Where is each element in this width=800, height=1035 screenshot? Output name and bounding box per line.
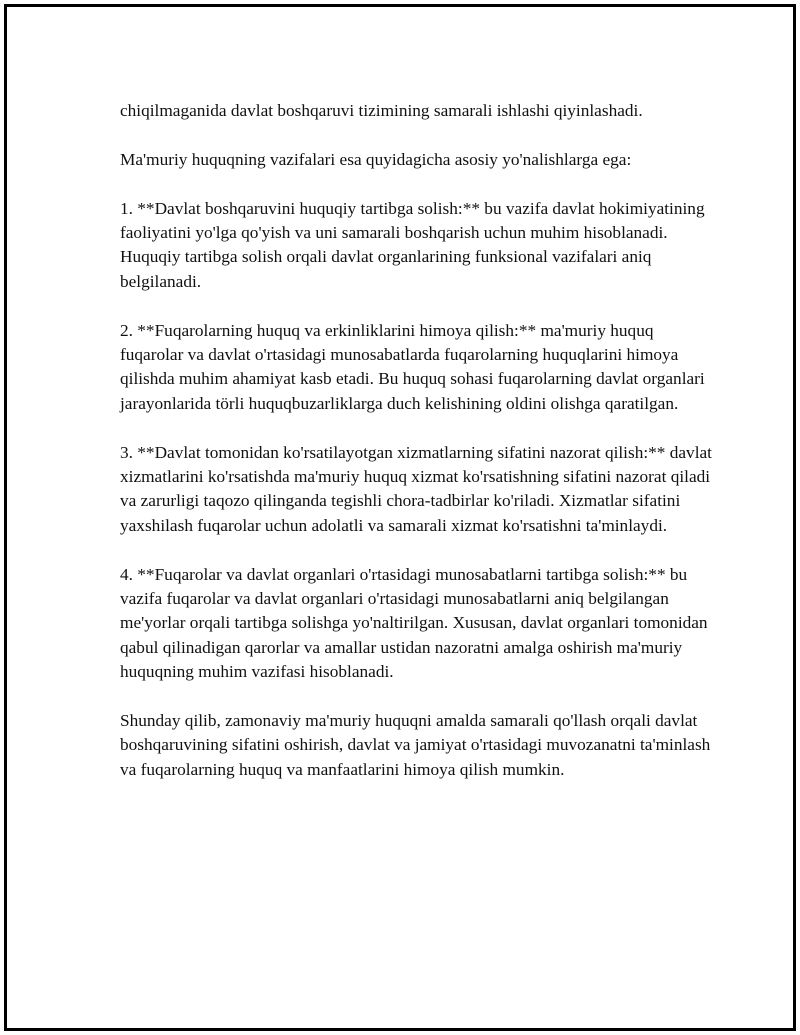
paragraph-item-1: 1. **Davlat boshqaruvini huquqiy tartibga solish:** bu vazifa davlat hokimiyatining faoliyatini yo'lga qo'yish va uni samarali boshqarish uchun muhim hisoblanadi. Huquqiy tartibga solish orqali davlat organlarining funksional vazifalari aniq belgilanadi. [120, 198, 705, 291]
paragraph-item-2: 2. **Fuqarolarning huquq va erkinliklarini himoya qilish:** ma'muriy huquq fuqarolar va davlat o'rtasidagi munosabatlarda fuqarolarning huquqlarini himoya qilishda muhim ahamiyat kasb etadi. Bu huquq sohasi fuqarolarning davlat organlari jarayonlarida törli huquqbuzarliklarga duch kelishining oldini olishga qaratilgan. [120, 320, 705, 413]
document-body [120, 99, 720, 807]
page-frame [4, 4, 796, 1031]
paragraph-tasks-heading: Ma'muriy huquqning vazifalari esa quyidagicha asosiy yo'nalishlarga ega: [120, 149, 632, 169]
paragraph-conclusion: Shunday qilib, zamonaviy ma'muriy huquqni amalda samarali qo'llash orqali davlat boshqaruvining sifatini oshirish, davlat va jamiyat o'rtasidagi muvozanatni ta'minlash va fuqarolarning huquq va manfaatlarini himoya qilish mumkin. [120, 711, 711, 779]
paragraph-intro-continuation: chiqilmaganida davlat boshqaruvi tizimining samarali ishlashi qiyinlashadi. [120, 101, 643, 120]
paragraph-item-4: 4. **Fuqarolar va davlat organlari o'rtasidagi munosabatlarni tartibga solish:** bu vazifa fuqarolar va davlat organlari o'rtasidagi munosabatlarni aniq belgilangan me'yorlar orqali tartibga solishga yo'naltirilgan. Xususan, davlat organlari tomonidan qabul qilinadigan qarorlar va amallar ustidan nazoratni amalga oshirish ma'muriy huquqning muhim vazifasi hisoblanadi. [120, 564, 708, 682]
paragraph-item-3: 3. **Davlat tomonidan ko'rsatilayotgan xizmatlarning sifatini nazorat qilish:** davlat xizmatlarini ko'rsatishda ma'muriy huquq xizmat ko'rsatishning sifatini nazorat qiladi va zarurligi taqozo qilinganda tegishli chora-tadbirlar ko'riladi. Xizmatlar sifatini yaxshilash fuqarolar uchun adolatli va samarali xizmat ko'rsatishni ta'minlaydi. [120, 442, 712, 535]
